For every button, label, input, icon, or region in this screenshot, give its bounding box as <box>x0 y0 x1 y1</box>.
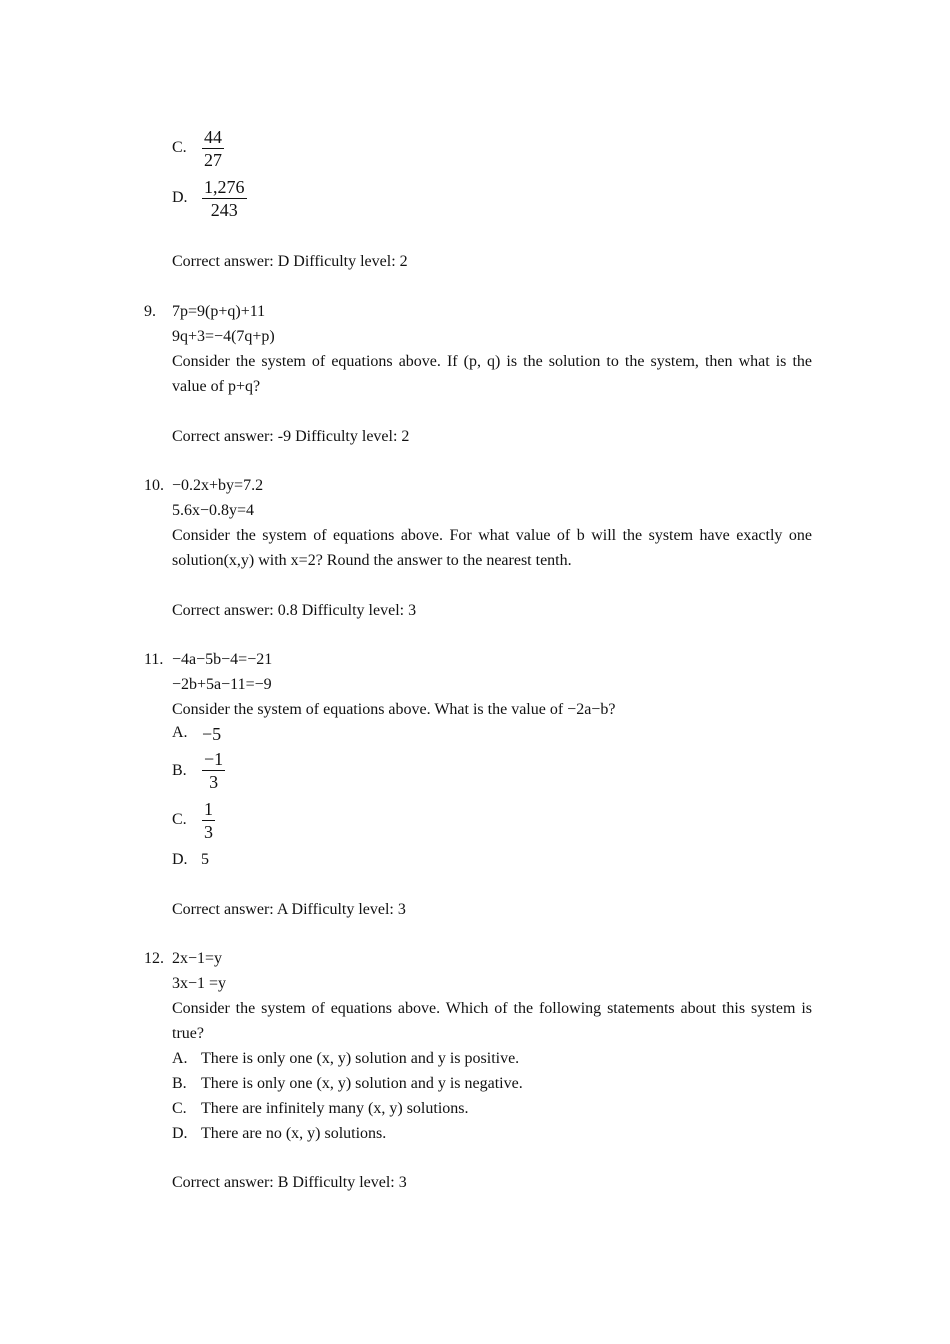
question-number: 10. <box>144 477 164 494</box>
question-prompt: Consider the system of equations above. If (p, q) is the solution to the system, then what is the value of p+q? <box>172 353 812 395</box>
fraction-44-27 <box>202 126 224 171</box>
fraction-1276-243 <box>202 176 247 221</box>
question-prompt: Consider the system of equations above. What is the value of −2a−b? <box>172 701 616 718</box>
choice-label: D. <box>172 189 188 206</box>
question-number: 9. <box>144 303 156 320</box>
fraction-numerator: 44 <box>204 127 222 147</box>
choice-label: A. <box>172 724 188 741</box>
answer-line: Correct answer: -9 Difficulty level: 2 <box>172 428 410 445</box>
equation-2: −2b+5a−11=−9 <box>172 676 272 693</box>
choice-label: C. <box>172 1100 187 1117</box>
choice-value: −5 <box>202 724 222 744</box>
question-prompt: Consider the system of equations above. For what value of b will the system have exactly one solution(x,y) with x=2? Round the answer to the nearest tenth. <box>172 527 812 569</box>
answer-line: Correct answer: B Difficulty level: 3 <box>172 1174 407 1191</box>
choice-text: There is only one (x, y) solution and y is negative. <box>201 1075 523 1092</box>
equation-1: −0.2x+by=7.2 <box>172 477 264 494</box>
fraction-denominator: 243 <box>210 200 238 220</box>
choice-label: A. <box>172 1050 188 1067</box>
question-prompt: Consider the system of equations above. Which of the following statements about this system is true? <box>172 1000 812 1042</box>
equation-2: 5.6x−0.8y=4 <box>172 502 255 519</box>
answer-line: Correct answer: A Difficulty level: 3 <box>172 901 406 918</box>
fraction-numerator: 1,276 <box>204 177 245 197</box>
choice-label: C. <box>172 139 187 156</box>
choice-text: There are infinitely many (x, y) solutions. <box>201 1100 469 1117</box>
equation-1: 7p=9(p+q)+11 <box>172 303 266 320</box>
fraction-neg1-3 <box>202 748 225 793</box>
equation-1: 2x−1=y <box>172 950 223 967</box>
equation-1: −4a−5b−4=−21 <box>172 651 273 668</box>
fraction-numerator: 1 <box>204 799 213 819</box>
fraction-numerator: −1 <box>204 749 224 769</box>
answer-line: Correct answer: D Difficulty level: 2 <box>172 253 408 270</box>
choice-label: D. <box>172 851 188 868</box>
fraction-denominator: 3 <box>209 772 219 792</box>
choice-value: 5 <box>201 851 209 868</box>
choice-label: B. <box>172 1075 187 1092</box>
equation-2: 9q+3=−4(7q+p) <box>172 328 275 345</box>
choice-text: There are no (x, y) solutions. <box>201 1125 387 1142</box>
choice-text: There is only one (x, y) solution and y is positive. <box>201 1050 520 1067</box>
question-number: 11. <box>144 651 164 668</box>
answer-line: Correct answer: 0.8 Difficulty level: 3 <box>172 602 417 619</box>
question-number: 12. <box>144 950 164 967</box>
choice-label: B. <box>172 762 187 779</box>
choice-label: C. <box>172 811 187 828</box>
choice-label: D. <box>172 1125 188 1142</box>
fraction-denominator: 3 <box>204 822 213 842</box>
fraction-denominator: 27 <box>204 150 222 170</box>
equation-2: 3x−1 =y <box>172 975 227 992</box>
fraction-1-3 <box>202 798 215 843</box>
